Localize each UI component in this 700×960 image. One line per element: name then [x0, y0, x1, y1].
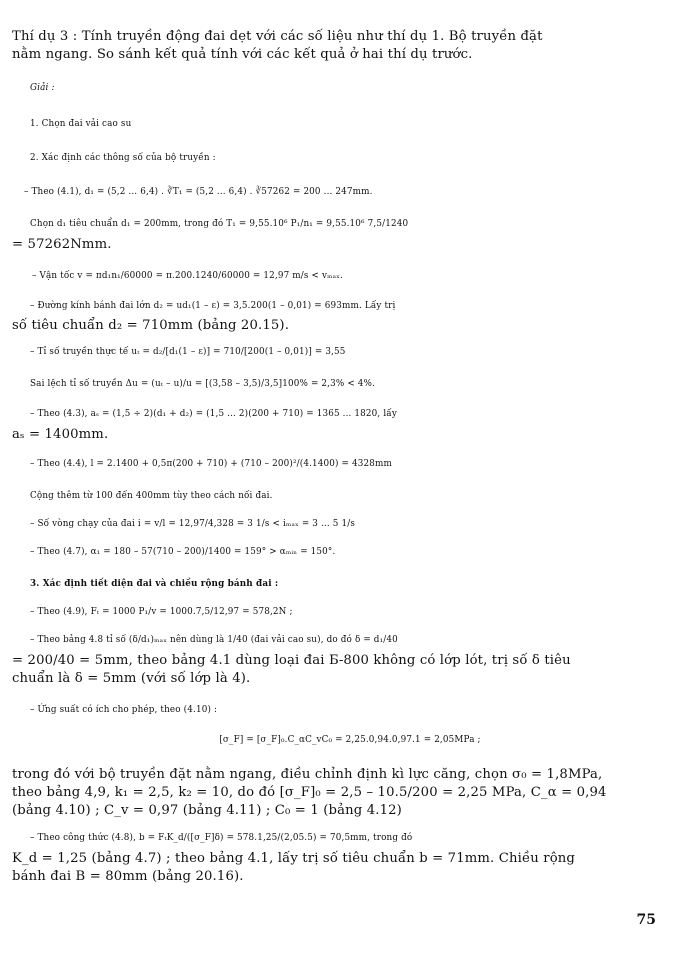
thickness-line-1: – Theo bảng 4.8 tỉ số (δ/d₁)ₘₐₓ nên dùng là 1/40 (đai vải cao su), do đó δ = d₁/40	[30, 635, 398, 645]
force-line: – Theo (4.9), Fₜ = 1000 P₁/v = 1000.7,5/12,97 = 578,2N ;	[30, 607, 293, 617]
center-distance-line-1: – Theo (4.3), aₛ = (1,5 ÷ 2)(d₁ + d₂) = (1,5 ... 2)(200 + 710) = 1365 ... 1820, lấy	[30, 409, 397, 419]
example-intro-line-1: Thí dụ 3 : Tính truyền động đai dẹt với các số liệu như thí dụ 1. Bộ truyền đặt	[12, 29, 543, 44]
d1-standard-line-2: = 57262Nmm.	[12, 237, 112, 252]
step-2: 2. Xác định các thông số của bộ truyền :	[30, 153, 216, 163]
step-1: 1. Chọn đai vải cao su	[30, 119, 132, 129]
example-intro-line-2: nằm ngang. So sánh kết quả tính với các kết quả ở hai thí dụ trước.	[12, 47, 473, 62]
belt-width-line-2: K_d = 1,25 (bảng 4.7) ; theo bảng 4.1, lấy trị số tiêu chuẩn b = 71mm. Chiều rộng	[12, 851, 576, 866]
d2-line-2: số tiêu chuẩn d₂ = 710mm (bảng 20.15).	[12, 318, 290, 333]
page-number: 75	[636, 912, 656, 928]
where-line-2: theo bảng 4,9, k₁ = 2,5, k₂ = 10, do đó [σ_F]₀ = 2,5 – 10.5/200 = 2,25 MPa, C_α = 0,94	[12, 785, 607, 800]
d2-line-1: – Đường kính bánh đai lớn d₂ = ud₁(1 – ε) = 3,5.200(1 – 0,01) = 693mm. Lấy trị	[30, 301, 396, 311]
step-3: 3. Xác định tiết diện đai và chiều rộng bánh đai :	[30, 579, 279, 589]
ratio-deviation-line: Sai lệch tỉ số truyền Δu = (uₜ – u)/u = [(3,58 – 3,5)/3,5]100% = 2,3% < 4%.	[30, 379, 375, 389]
belt-turns-line: – Số vòng chạy của đai i = v/l = 12,97/4,328 = 3 1/s < iₘₐₓ = 3 ... 5 1/s	[30, 519, 355, 529]
thickness-line-2: = 200/40 = 5mm, theo bảng 4.1 dùng loại đai Б-800 không có lớp lót, trị số δ tiêu	[12, 653, 571, 668]
belt-width-line-1: – Theo công thức (4.8), b = FₜK_d/([σ_F]δ) = 578.1,25/(2,05.5) = 70,5mm, trong đó	[30, 833, 413, 843]
belt-width-line-3: bánh đai B = 80mm (bảng 20.16).	[12, 869, 244, 884]
wrap-angle-line: – Theo (4.7), α₁ = 180 – 57(710 – 200)/1400 = 159° > αₘᵢₙ = 150°.	[30, 547, 336, 557]
allowable-stress-line: – Ứng suất có ích cho phép, theo (4.10) :	[30, 705, 218, 715]
center-distance-line-2: aₛ = 1400mm.	[12, 427, 109, 442]
d1-formula-line: – Theo (4.1), d₁ = (5,2 ... 6,4) . ∛T₁ = (5,2 ... 6,4) . ∛57262 = 200 ... 247mm.	[24, 187, 373, 197]
thickness-line-3: chuẩn là δ = 5mm (với số lớp là 4).	[12, 671, 251, 686]
add-length-line: Cộng thêm từ 100 đến 400mm tùy theo cách nối đai.	[30, 491, 273, 501]
stress-formula: [σ_F] = [σ_F]₀.C_αC_vC₀ = 2,25.0,94.0,97.1 = 2,05MPa ;	[219, 735, 481, 745]
belt-length-line: – Theo (4.4), l = 2.1400 + 0,5π(200 + 710) + (710 – 200)²/(4.1400) = 4328mm	[30, 459, 392, 469]
velocity-line: – Vận tốc v = πd₁n₁/60000 = π.200.1240/60000 = 12,97 m/s < vₘₐₓ.	[32, 271, 343, 281]
transmission-ratio-line: – Tỉ số truyền thực tế uₜ = d₂/[d₁(1 – ε)] = 710/[200(1 – 0,01)] = 3,55	[30, 347, 346, 357]
d1-standard-line-1: Chọn d₁ tiêu chuẩn d₁ = 200mm, trong đó T₁ = 9,55.10⁶ P₁/n₁ = 9,55.10⁶ 7,5/1240	[30, 219, 409, 229]
where-line-3: (bảng 4.10) ; C_v = 0,97 (bảng 4.11) ; C₀ = 1 (bảng 4.12)	[12, 803, 402, 818]
solution-heading: Giải :	[30, 83, 55, 93]
where-line-1: trong đó với bộ truyền đặt nằm ngang, điều chỉnh định kì lực căng, chọn σ₀ = 1,8MPa,	[12, 767, 603, 782]
